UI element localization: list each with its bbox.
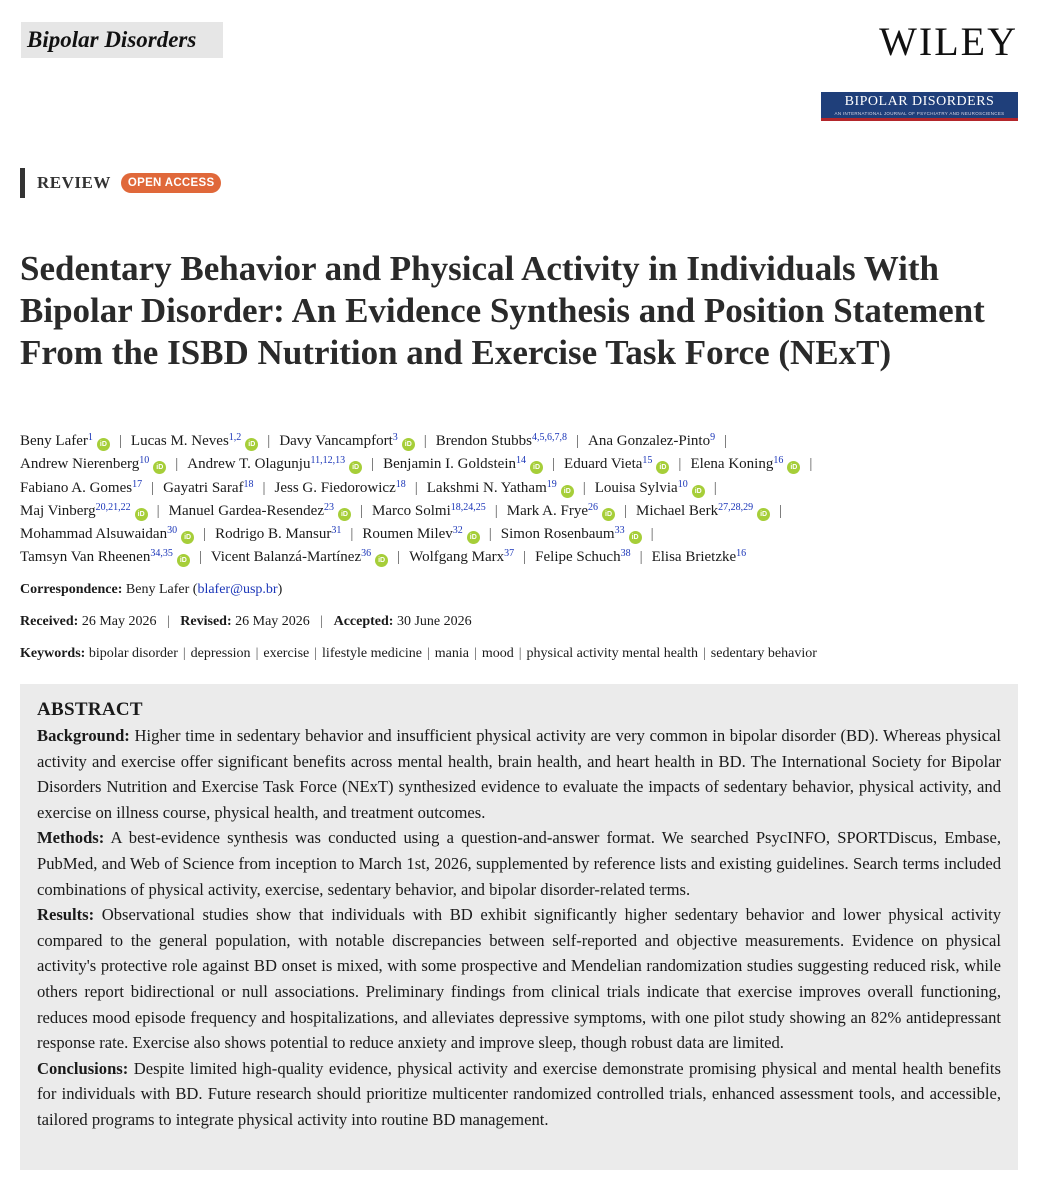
author-affiliation[interactable]: 37	[504, 548, 515, 560]
author[interactable]	[636, 503, 770, 519]
author-name: Andrew Nierenberg	[20, 456, 140, 473]
orcid-icon[interactable]: iD	[629, 531, 642, 544]
accepted-date: 30 June 2026	[396, 614, 472, 629]
article-dates: Received: 26 May 2026 | Revised: 26 May 2026 | Accepted: 30 June 2026	[20, 614, 472, 629]
author-affiliation[interactable]: 10	[677, 478, 688, 490]
keyword: mood	[481, 646, 514, 661]
author[interactable]	[372, 503, 486, 519]
author-separator: |	[198, 549, 202, 566]
author-affiliation[interactable]: 34,35	[150, 548, 173, 560]
author-name: Vicent Balanzá-Martínez	[210, 549, 362, 566]
article-title: Sedentary Behavior and Physical Activity in Individuals With Bipolar Disorder: An Evidence Synthesis and Position Statement From the ISBD Nutrition and Exercise Task Force (NExT)	[20, 249, 985, 372]
orcid-icon[interactable]: iD	[692, 485, 705, 498]
author-name: Gayatri Saraf	[163, 479, 244, 496]
author[interactable]	[20, 526, 194, 542]
author-separator: |	[639, 549, 643, 566]
author[interactable]	[652, 549, 747, 565]
author-affiliation[interactable]: 38	[620, 548, 631, 560]
author[interactable]	[215, 526, 341, 542]
author-affiliation[interactable]: 27,28,29	[718, 501, 754, 513]
author[interactable]	[501, 526, 642, 542]
orcid-icon[interactable]: iD	[467, 531, 480, 544]
abstract-heading: ABSTRACT	[37, 699, 143, 720]
author-affiliation[interactable]: 9	[710, 432, 716, 443]
keyword: bipolar disorder	[88, 646, 178, 661]
author-line	[20, 477, 1020, 500]
author[interactable]	[20, 549, 190, 565]
journal-name: Bipolar Disorders	[27, 27, 197, 52]
author-name: Davy Vancampfort	[279, 433, 393, 449]
author-line	[20, 500, 1020, 523]
article-type-bar	[20, 168, 25, 198]
keyword: depression	[190, 646, 251, 661]
author[interactable]	[20, 456, 166, 472]
author-affiliation[interactable]: 1	[87, 432, 93, 443]
author[interactable]	[564, 456, 669, 472]
author-name: Eduard Vieta	[564, 456, 643, 473]
correspondence-email-link[interactable]: blafer@usp.br	[197, 582, 278, 597]
author-separator: |	[650, 526, 654, 543]
author-separator: |	[423, 433, 427, 449]
author-separator: |	[267, 433, 271, 449]
keyword: physical activity mental health	[526, 646, 698, 661]
author[interactable]	[409, 549, 514, 565]
journal-name-tag	[21, 22, 223, 58]
author[interactable]	[690, 456, 800, 472]
author-name: Elisa Brietzke	[651, 549, 737, 566]
orcid-icon[interactable]: iD	[153, 461, 166, 474]
author-line	[20, 453, 1020, 476]
orcid-icon[interactable]: iD	[97, 438, 110, 451]
author-affiliation[interactable]: 1,2	[228, 432, 242, 443]
conclusions-label: Conclusions:	[37, 1058, 129, 1078]
keyword-separator: |	[255, 646, 259, 661]
author-name: Mohammad Alsuwaidan	[20, 526, 168, 543]
author[interactable]	[131, 433, 258, 449]
keyword: mania	[434, 646, 469, 661]
orcid-icon[interactable]: iD	[402, 438, 415, 451]
author-name: Andrew T. Olagunju	[187, 456, 311, 473]
author-separator: |	[809, 456, 813, 473]
journal-cover-badge[interactable]	[821, 92, 1018, 121]
author-name: Fabiano A. Gomes	[20, 479, 133, 496]
author[interactable]	[275, 480, 406, 496]
author-separator: |	[156, 502, 160, 519]
author-affiliation[interactable]: 18	[395, 478, 406, 490]
author[interactable]	[20, 433, 110, 449]
author-affiliation[interactable]: 11,12,13	[310, 455, 346, 467]
author-affiliation[interactable]: 36	[361, 548, 372, 560]
orcid-icon[interactable]: iD	[349, 461, 362, 474]
author-separator: |	[724, 433, 728, 449]
background-text: Higher time in sedentary behavior and insufficient physical activity are very common in bipolar disorder (BD). Whereas physical activity and exercise offer significant benefits across mental health, brain health, and heart health in BD. The International Society for Bipolar Disorders Nutrition and Exercise Task Force (NExT) synthesized evidence to evaluate the impacts of sedentary behavior, physical activity, and exercise on illness course, physical health, and treatment outcomes.	[37, 726, 1001, 822]
author[interactable]	[507, 503, 615, 519]
background-label: Background:	[37, 726, 130, 745]
abstract-results	[37, 902, 1001, 1056]
author-name: Jess G. Fiedorowicz	[274, 479, 396, 496]
author-separator: |	[624, 502, 628, 519]
methods-text: A best-evidence synthesis was conducted using a question-and-answer format. We searched PsycINFO, SPORTDiscus, Embase, PubMed, and Web of Science from inception to March 1st, 2026, supplemented by reference lists and existing guidelines. Search terms included combinations of physical activity, exercise, sedentary behavior, and bipolar disorder-related terms.	[37, 828, 1002, 899]
keyword: sedentary behavior	[710, 646, 817, 661]
orcid-icon[interactable]: iD	[787, 461, 800, 474]
author[interactable]	[436, 433, 567, 449]
author-separator: |	[397, 549, 401, 566]
author[interactable]	[588, 433, 715, 449]
keyword: lifestyle medicine	[322, 646, 422, 661]
revised-label: Revised:	[180, 614, 232, 629]
keyword-separator: |	[426, 646, 430, 661]
author-separator: |	[488, 526, 492, 543]
author-name: Beny Lafer	[20, 433, 88, 449]
keywords-label: Keywords:	[20, 646, 86, 661]
keyword-separator: |	[182, 646, 186, 661]
author-affiliation[interactable]: 18	[243, 478, 254, 490]
author-affiliation[interactable]: 16	[773, 455, 784, 467]
author-name: Michael Berk	[636, 502, 719, 519]
correspondence-label: Correspondence:	[20, 582, 123, 597]
keyword-list	[89, 646, 817, 661]
received-label: Received:	[20, 614, 79, 629]
author-separator: |	[151, 479, 155, 496]
orcid-icon[interactable]: iD	[338, 508, 351, 521]
open-access-badge: OPEN ACCESS	[121, 173, 222, 193]
author-affiliation[interactable]: 3	[392, 432, 398, 443]
author-affiliation[interactable]: 17	[132, 478, 143, 490]
author-affiliation[interactable]: 26	[588, 501, 599, 513]
author[interactable]	[163, 480, 253, 496]
keyword-separator: |	[518, 646, 522, 661]
orcid-icon[interactable]: iD	[181, 531, 194, 544]
results-text: Observational studies show that individuals with BD exhibit significantly higher sedentary behavior and lower physical activity compared to the general population, with notable discrepancies between self-reported and objective measurements. Evidence on physical activity's protective role against BD onset is mixed, with some prospective and Mendelian randomization studies suggesting reduced risk, while others report bidirectional or null associations. Preliminary findings from clinical trials indicate that exercise improves overall functioning, reduces mood episode frequency and hospitalizations, and alleviates depressive symptoms, with one pilot study showing an 82% antidepressant response rate. Exercise also shows potential to reduce anxiety and improve sleep, though robust data are limited.	[37, 905, 1001, 1053]
orcid-icon[interactable]: iD	[135, 508, 148, 521]
author[interactable]	[169, 503, 351, 519]
results-label: Results:	[37, 905, 95, 925]
author-separator: |	[576, 433, 580, 449]
author-affiliation[interactable]: 16	[736, 548, 747, 560]
publisher-logo[interactable]: WILEY	[879, 19, 1018, 64]
author-separator: |	[371, 456, 375, 473]
conclusions-text: Despite limited high-quality evidence, physical activity and exercise demonstrate promising physical and mental health benefits for individuals with BD. Future research should prioritize multicenter randomized controlled trials, enhanced assessment tools, and accessible, tailored programs to integrate physical activity into routine BD management.	[37, 1058, 1001, 1129]
author-list	[20, 430, 1020, 570]
author[interactable]	[187, 456, 362, 472]
author-name: Marco Solmi	[372, 502, 451, 519]
author-separator: |	[359, 502, 363, 519]
author-affiliation[interactable]: 18,24,25	[450, 501, 486, 513]
abstract-box	[20, 684, 1018, 1170]
author-separator: |	[414, 479, 418, 496]
orcid-icon[interactable]: iD	[602, 508, 615, 521]
methods-label: Methods:	[37, 828, 105, 848]
author-name: Lucas M. Neves	[130, 433, 229, 449]
cover-badge-subtitle: AN INTERNATIONAL JOURNAL OF PSYCHIATRY AND NEUROSCIENCES	[834, 111, 1005, 116]
author-name: Manuel Gardea-Resendez	[168, 502, 324, 519]
abstract-methods	[37, 825, 1001, 902]
author-separator: |	[713, 479, 717, 496]
author-name: Ana Gonzalez-Pinto	[588, 433, 711, 449]
keyword-separator: |	[474, 646, 477, 661]
author[interactable]	[595, 480, 705, 496]
author-affiliation[interactable]: 4,5,6,7,8	[532, 432, 568, 443]
cover-badge-stripe	[821, 118, 1018, 121]
author-affiliation[interactable]: 15	[642, 455, 653, 467]
correspondence: Correspondence: Beny Lafer (blafer@usp.br)	[20, 582, 283, 597]
author-name: Benjamin I. Goldstein	[383, 456, 517, 473]
author[interactable]	[427, 480, 574, 496]
author-separator: |	[678, 456, 682, 473]
author-name: Roumen Milev	[362, 526, 453, 543]
orcid-icon[interactable]: iD	[177, 554, 190, 567]
author-separator: |	[118, 433, 122, 449]
author-affiliation[interactable]: 33	[614, 525, 625, 537]
author[interactable]	[20, 503, 148, 519]
author-name: Brendon Stubbs	[435, 433, 533, 449]
author-name: Mark A. Frye	[506, 502, 589, 519]
author[interactable]	[362, 526, 479, 542]
keyword: exercise	[263, 646, 310, 661]
abstract-background	[37, 723, 1001, 825]
author-separator: |	[523, 549, 527, 566]
author-name: Elena Koning	[690, 456, 774, 473]
author-name: Rodrigo B. Mansur	[215, 526, 332, 543]
author[interactable]	[535, 549, 630, 565]
revised-date: 26 May 2026	[235, 614, 310, 629]
author-affiliation[interactable]: 23	[323, 501, 334, 513]
author-separator: |	[175, 456, 179, 473]
author-line	[20, 546, 1020, 569]
abstract-conclusions	[37, 1056, 1001, 1133]
author-separator: |	[552, 456, 556, 473]
author-name: Lakshmi N. Yatham	[426, 479, 547, 496]
keyword-separator: |	[314, 646, 318, 661]
author[interactable]	[20, 480, 142, 496]
author-separator: |	[494, 502, 498, 519]
author-affiliation[interactable]: 31	[331, 525, 342, 537]
author-name: Louisa Sylvia	[594, 479, 678, 496]
author[interactable]	[279, 433, 414, 449]
keywords	[20, 646, 817, 662]
article-type-row	[20, 168, 221, 198]
correspondence-name: Beny Lafer	[125, 582, 190, 597]
article-type: REVIEW	[37, 173, 111, 192]
orcid-icon[interactable]: iD	[245, 438, 258, 451]
author-affiliation[interactable]: 20,21,22	[95, 501, 131, 513]
author-affiliation[interactable]: 32	[452, 525, 463, 537]
author-line	[20, 430, 1020, 453]
author-separator: |	[779, 502, 783, 519]
author-name: Wolfgang Marx	[409, 549, 505, 566]
author-affiliation[interactable]: 30	[167, 525, 178, 537]
author[interactable]	[211, 549, 388, 565]
author-name: Maj Vinberg	[20, 502, 96, 519]
author-separator: |	[582, 479, 586, 496]
author-name: Simon Rosenbaum	[500, 526, 615, 543]
keyword-separator: |	[702, 646, 706, 661]
orcid-icon[interactable]: iD	[656, 461, 669, 474]
author-separator: |	[262, 479, 266, 496]
orcid-icon[interactable]: iD	[375, 554, 388, 567]
author-affiliation[interactable]: 19	[546, 478, 557, 490]
author[interactable]	[383, 456, 543, 472]
author-affiliation[interactable]: 14	[516, 455, 527, 467]
author-name: Tamsyn Van Rheenen	[20, 549, 151, 566]
accepted-label: Accepted:	[333, 614, 394, 629]
author-separator: |	[350, 526, 354, 543]
orcid-icon[interactable]: iD	[530, 461, 543, 474]
orcid-icon[interactable]: iD	[757, 508, 770, 521]
orcid-icon[interactable]: iD	[561, 485, 574, 498]
author-separator: |	[203, 526, 207, 543]
received-date: 26 May 2026	[81, 614, 157, 629]
author-name: Felipe Schuch	[535, 549, 621, 566]
author-line	[20, 523, 1020, 546]
author-affiliation[interactable]: 10	[139, 455, 150, 467]
cover-badge-title: BIPOLAR DISORDERS	[844, 94, 995, 109]
